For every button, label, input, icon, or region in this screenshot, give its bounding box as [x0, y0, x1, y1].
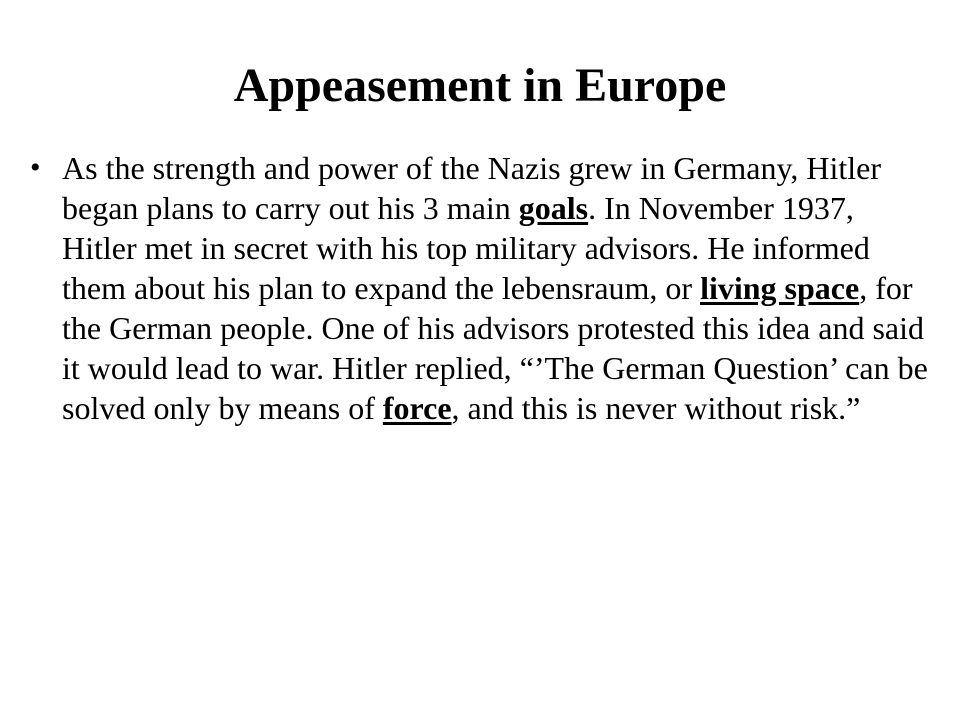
- key-term-living-space: living space: [700, 270, 860, 306]
- bullet-text-part-4: , and this is never without risk.”: [451, 390, 861, 426]
- key-term-goals: goals: [518, 190, 589, 226]
- bullet-text-part-3: , for the German people. One of his advisors protested this idea and said it would lead to war. Hitler replied, “’The German Question’ can be solved only by means of: [62, 270, 928, 426]
- bullet-marker: •: [30, 151, 41, 184]
- key-term-force: force: [382, 390, 452, 426]
- bullet-item: [26, 148, 936, 428]
- bullet-text-part-1: As the strength and power of the Nazis grew in Germany, Hitler began plans to carry out his 3 main: [62, 150, 882, 226]
- bullet-text-part-2: . In November 1937, Hitler met in secret with his top military advisors. He informed them about his plan to expand the lebensraum, or: [62, 190, 870, 306]
- slide-title: Appeasement in Europe: [233, 59, 727, 112]
- bullet-list: [26, 148, 936, 428]
